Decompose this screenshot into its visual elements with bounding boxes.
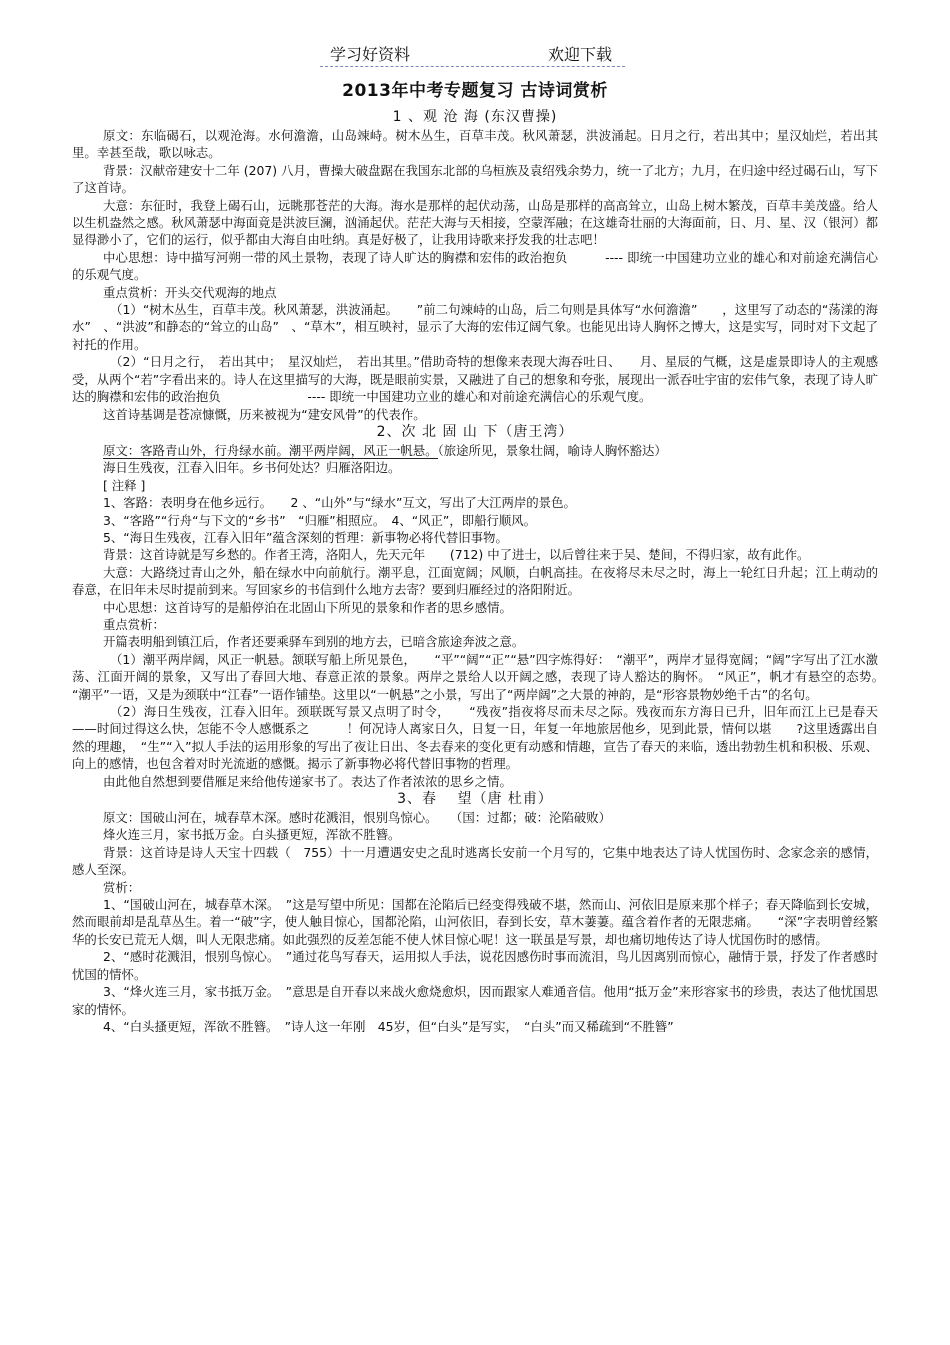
poem-3-analysis-4: 4、“白头搔更短，浑欲不胜簪。 ”诗人这一年刚 45岁，但“白头”是写实， “白头”而又稀疏到“不胜簪” bbox=[103, 1018, 674, 1034]
poem-2-key-analysis: 重点赏析： bbox=[103, 616, 165, 632]
poem-1-analysis-1: （1）“树木丛生，百草丰茂。秋风萧瑟，洪波涌起。 ”前二句竦峙的山岛，后二句则是具体写“水何澹澹” ，这里写了动态的“荡漾的海水” 、“洪波”和静态的“耸立的山岛” 、“草木”，相互映衬，显示了大海的宏伟辽阔气象。也能见出诗人胸怀之博大，这是实写，同时对下文起了衬托的作用。 bbox=[72, 302, 878, 352]
poem-3-analysis-1: 1、“国破山河在，城春草木深。 ”这是写望中所见：国都在沦陷后已经变得残破不堪，然而山、河依旧是原来那个样子；春天降临到长安城，然而眼前却是乱草丛生。着一“破”字，使人触目惊心，国都沦陷，山河依旧，春到长安，草木萋萋。蕴含着作者的无限悲痛。 “深”字表明曾经繁华的长安已荒无人烟，叫人无限悲痛。如此强烈的反差怎能不使人怵目惊心呢！这一联虽是写景，却也痛切地传达了诗人忧国伤时的感情。 bbox=[72, 897, 878, 947]
poem-3-original-line-2: 烽火连三月，家书抵万金。白头搔更短，浑欲不胜簪。 bbox=[103, 827, 401, 843]
poem-1-meaning: 大意：东征时，我登上碣石山，远眺那苍茫的大海。海水是那样的起伏动荡，山岛是那样的高高耸立，山岛上树木繁茂，百草丰美茂盛。给人以生机盎然之感。秋风萧瑟中海面竟是洪波巨澜，汹涌起伏。茫茫大海与天相接，空蒙浑融；在这雄奇壮丽的大海面前，日、月、星、汉（银河）都显得渺小了，它们的运行，似乎都由大海自由吐纳。真是好极了，让我用诗歌来抒发我的壮志吧！ bbox=[72, 197, 878, 248]
poem-3-analysis-3: 3、“烽火连三月，家书抵万金。 ”意思是自开春以来战火愈烧愈炽，因而跟家人难通音信。他用“抵万金”来形容家书的珍贵，表达了他忧国思家的情怀。 bbox=[72, 984, 878, 1017]
poem-1-heading: 1 、观 沧 海 (东汉曹操) bbox=[392, 109, 558, 125]
poem-1-original-text: 原文：东临碣石，以观沧海。水何澹澹，山岛竦峙。树木丛生，百草丰茂。秋风萧瑟，洪波涌起。日月之行，若出其中；星汉灿烂，若出其里。幸甚至哉，歌以咏志。 bbox=[72, 128, 878, 161]
poem-2-notes-title: [ 注释 ] bbox=[103, 477, 146, 493]
poem-3-analysis-2: 2、“感时花溅泪，恨别鸟惊心。 ”通过花鸟写春天，运用拟人手法，说花因感伤时事而流泪，鸟儿因离别而惊心，融情于景，抒发了作者感时忧国的情怀。 bbox=[72, 949, 878, 982]
document-body bbox=[72, 108, 891, 1035]
poem-2-original-text bbox=[72, 442, 878, 459]
poem-2-summary: 由此他自然想到要借雁足来给他传递家书了。表达了作者浓浓的思乡之情。 bbox=[103, 773, 512, 789]
poem-3-analysis-title: 赏析： bbox=[103, 879, 141, 895]
page-header bbox=[0, 38, 950, 72]
poem-3-heading: 3、春 望（唐 杜甫） bbox=[397, 791, 553, 808]
poem-3-original-line-1: 原文：国破山河在，城春草木深。感时花溅泪，恨别鸟惊心。 （国：过都；破：沦陷破败） bbox=[103, 810, 612, 826]
poem-2-note-1: 1、客路：表明身在他乡远行。 2 、“山外”与“绿水”互文，写出了大江两岸的景色。 bbox=[103, 495, 576, 511]
poem-2-heading: 2、次 北 固 山 下（唐王湾） bbox=[376, 423, 574, 440]
poem-2-opening: 开篇表明船到镇江后，作者还要乘驿车到别的地方去，已暗含旅途奔波之意。 bbox=[103, 634, 525, 650]
poem-1-summary: 这首诗基调是苍凉慷慨，历来被视为“建安风骨”的代表作。 bbox=[103, 406, 426, 422]
poem-1-central-idea: 中心思想：诗中描写河朔一带的风土景物，表现了诗人旷达的胸襟和宏伟的政治抱负 ---- 即统一中国建功立业的雄心和对前途充满信心的乐观气度。 bbox=[72, 249, 878, 283]
poem-2-central-idea: 中心思想：这首诗写的是船停泊在北固山下所见的景象和作者的思乡感情。 bbox=[103, 599, 512, 615]
poem-1-background: 背景：汉献帝建安十二年 (207) 八月，曹操大破盘踞在我国东北部的乌桓族及袁绍残余势力，统一了北方；九月，在归途中经过碣石山，写下了这首诗。 bbox=[72, 162, 878, 196]
poem-2-analysis-1: （1）潮平两岸阔，风正一帆悬。颔联写船上所见景色， “平”“阔”“正”“悬”四字炼得好： “潮平”，两岸才显得宽阔；“阔”字写出了江水激荡、江面开阔的景象，又写出了春回大地、春意正浓的景象。两岸之景给人以开阔之感，表现了诗人豁达的胸怀。 “风正”，帆才有悬空的态势。 “潮平”一语，又是为颈联中“江春”一语作铺垫。这里以“一帆悬”之小景，写出了“两岸阔”之大景的神韵，是“形容景物妙绝千古”的名句。 bbox=[72, 651, 891, 702]
poem-2-original-note: （旅途所见，景象壮阔，喻诗人胸怀豁达） bbox=[437, 442, 667, 458]
poem-2-original-line-2: 海日生残夜，江春入旧年。乡书何处达？归雁洛阳边。 bbox=[103, 460, 401, 476]
poem-1-analysis-2: （2）“日月之行， 若出其中； 星汉灿烂， 若出其里。”借助奇特的想像来表现大海吞吐日、 月、星辰的气概，这是虚景即诗人的主观感受，从两个“若”字看出来的。诗人在这里描写的大海，既是眼前实景，又融进了自己的想象和夸张，展现出一派吞吐宇宙的宏伟气象，表现了诗人旷达的胸襟和宏伟的政治抱负 ---- 即统一中国建功立业的雄心和对前途充满信心的乐观气度。 bbox=[72, 354, 878, 405]
poem-3-background: 背景：这首诗是诗人天宝十四载（ 755）十一月遭遇安史之乱时逃离长安前一个月写的，它集中地表达了诗人忧国伤时、念家念亲的感情，感人至深。 bbox=[72, 844, 878, 878]
header-right-text: 欢迎下载 bbox=[548, 45, 613, 64]
poem-1-key-analysis: 重点赏析：开头交代观海的地点 bbox=[103, 284, 277, 300]
poem-2-note-2: 3、“客路”“行舟“与下文的“乡书” “归雁”相照应。 4、“风正”，即船行顺风。 bbox=[103, 512, 537, 528]
header-divider bbox=[320, 66, 625, 67]
poem-2-background: 背景：这首诗就是写乡愁的。作者王湾，洛阳人，先天元年 (712) 中了进士，以后曾往来于吴、楚间，不得归家，故有此作。 bbox=[103, 547, 810, 563]
document-title: 2013年中考专题复习 古诗词赏析 bbox=[342, 81, 608, 101]
poem-2-original-line-1: 原文：客路青山外，行舟绿水前。潮平两岸阔，风正一帆悬。 bbox=[103, 442, 438, 458]
poem-2-meaning: 大意：大路绕过青山之外，船在绿水中向前航行。潮平息，江面宽阔；风顺，白帆高挂。在夜将尽未尽之时，海上一轮红日升起；江上萌动的春意，在旧年未尽时提前到来。写回家乡的书信到什么地方去寄？要到归雁经过的洛阳附近。 bbox=[72, 564, 878, 598]
poem-2-analysis-2: （2）海日生残夜，江春入旧年。颈联既写景又点明了时令， “残夜”指夜将尽而未尽之际。残夜而东方海日已升，旧年而江上已是春天——时间过得这么快，怎能不令人感慨系之 ！何况诗人离家日久，日复一日，年复一年地旅居他乡，见到此景，情何以堪 ?这里透露出自然的理趣， “生”“入”拟人手法的运用形象的写出了夜让日出、冬去春来的变化更有动感和情趣，宣告了春天的来临，透出勃勃生机和积极、乐观、向上的感情，也包含着对时光流逝的感慨。揭示了新事物必将代替旧事物的哲理。 bbox=[72, 704, 878, 772]
poem-2-note-3: 5、“海日生残夜，江春入旧年”蕴含深刻的哲理：新事物必将代替旧事物。 bbox=[103, 529, 508, 545]
header-left-text: 学习好资料 bbox=[330, 45, 411, 64]
